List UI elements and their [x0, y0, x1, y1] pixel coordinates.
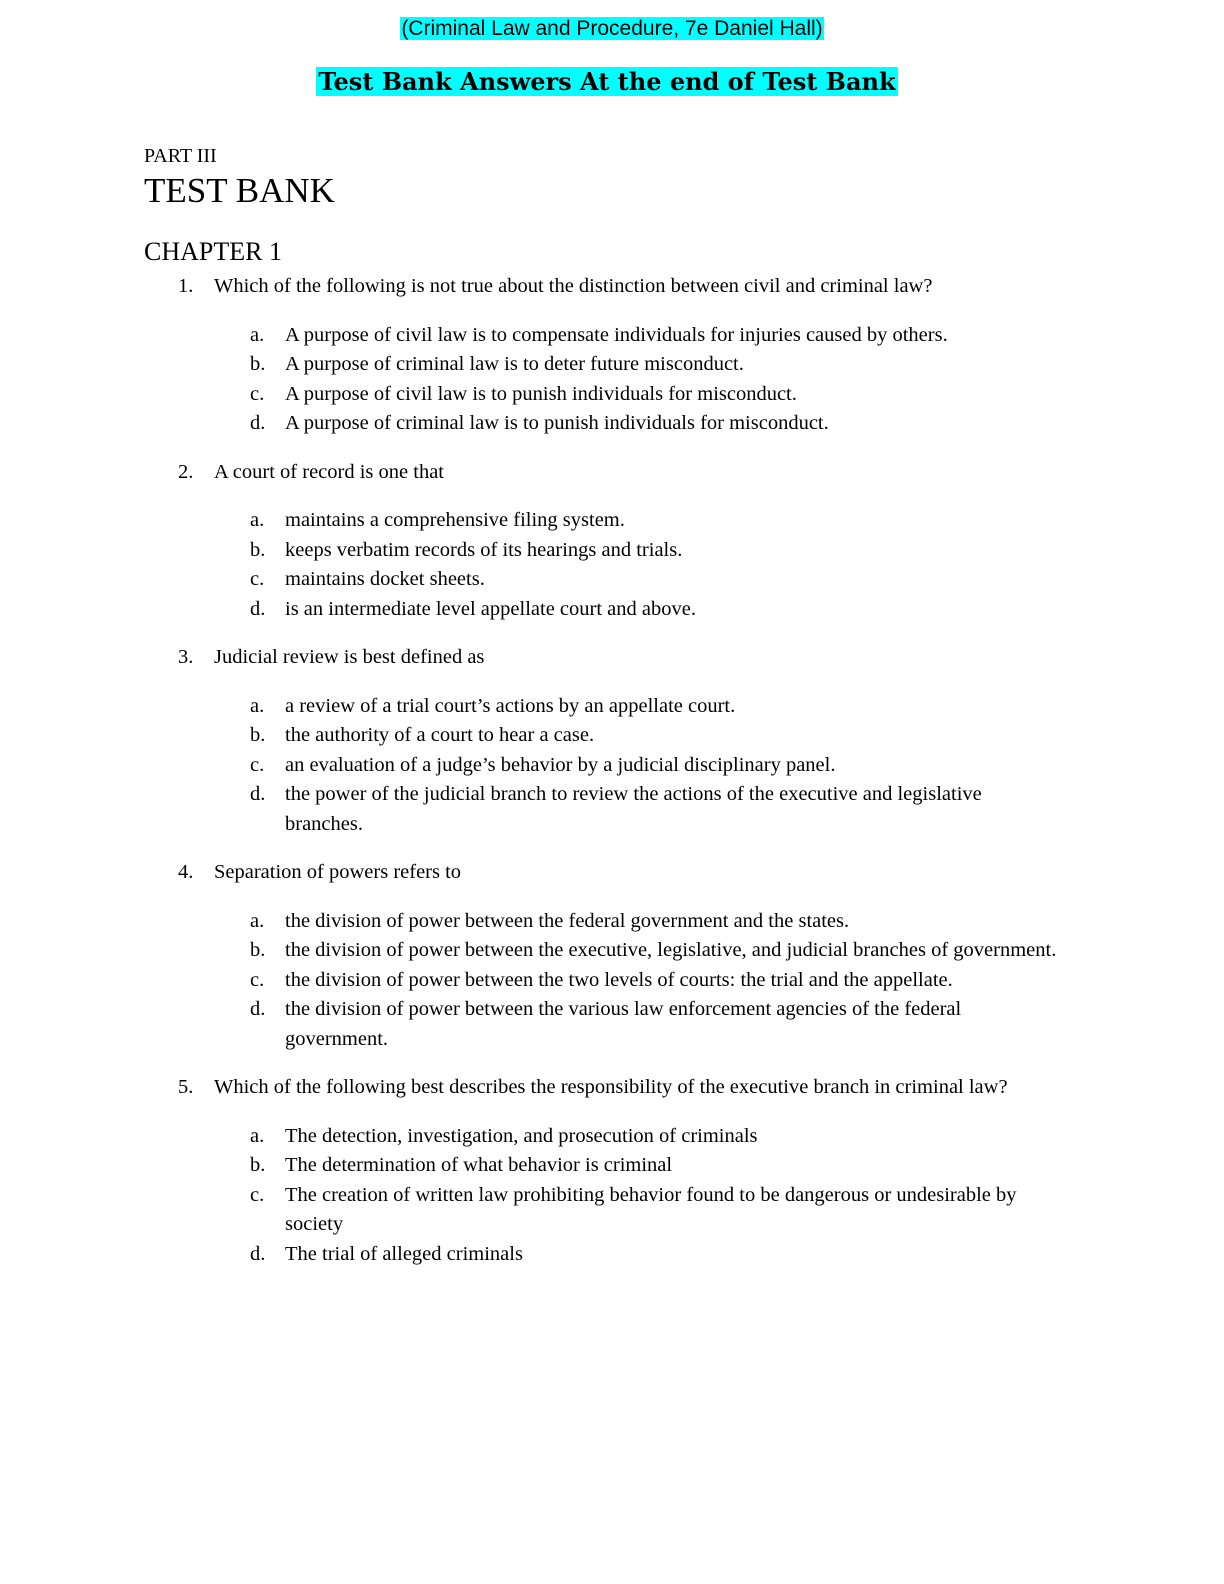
question-text: Which of the following best describes the responsibility of the executive branch in criminal law?: [214, 1076, 1008, 1098]
question-list: [178, 272, 1058, 1288]
option-letter: b.: [250, 538, 266, 561]
option-item: [250, 409, 1058, 439]
question-text: A court of record is one that: [214, 460, 444, 483]
question-number: 4.: [178, 861, 194, 883]
option-text: is an intermediate level appellate court and above.: [285, 597, 696, 620]
option-letter: d.: [250, 412, 266, 434]
option-text: maintains a comprehensive filing system.: [285, 509, 625, 531]
chapter-heading: CHAPTER 1: [144, 237, 282, 266]
option-letter: a.: [250, 509, 265, 531]
option-text: The determination of what behavior is criminal: [285, 1154, 673, 1176]
option-letter: d.: [250, 1242, 266, 1265]
question-item: [178, 272, 1058, 439]
option-text: The creation of written law prohibiting behavior found to be dangerous or undesirable by society: [285, 1183, 1017, 1235]
option-item: [250, 907, 1058, 937]
option-letter: b.: [250, 1154, 266, 1176]
question-text: Separation of powers refers to: [214, 861, 462, 883]
question-item: [178, 643, 1058, 839]
option-list: [178, 1122, 1058, 1270]
option-text: maintains docket sheets.: [285, 568, 485, 590]
option-text: the power of the judicial branch to review the actions of the executive and legislative branches.: [285, 783, 982, 835]
option-item: [250, 1181, 1058, 1240]
option-text: The trial of alleged criminals: [285, 1242, 523, 1265]
question-stem: [178, 272, 1058, 302]
option-item: [250, 1151, 1058, 1181]
option-text: the division of power between the executive, legislative, and judicial branches of government.: [285, 939, 1057, 961]
option-list: [178, 321, 1058, 439]
option-letter: c.: [250, 1183, 265, 1206]
question-number: 3.: [178, 646, 194, 668]
option-item: [250, 595, 1058, 625]
question-number: 2.: [178, 460, 194, 483]
option-item: [250, 721, 1058, 751]
question-number: 5.: [178, 1076, 194, 1098]
option-item: [250, 995, 1058, 1054]
question-text: Judicial review is best defined as: [214, 646, 485, 668]
option-letter: a.: [250, 694, 265, 717]
option-item: [250, 1122, 1058, 1152]
option-text: A purpose of criminal law is to punish individuals for misconduct.: [285, 412, 829, 434]
answers-note-banner: [0, 66, 1214, 98]
option-letter: b.: [250, 724, 266, 746]
option-item: [250, 565, 1058, 595]
option-letter: c.: [250, 568, 265, 590]
option-item: [250, 936, 1058, 966]
option-item: [250, 966, 1058, 996]
option-item: [250, 780, 1058, 839]
option-text: an evaluation of a judge’s behavior by a judicial disciplinary panel.: [285, 753, 836, 776]
question-text: Which of the following is not true about the distinction between civil and criminal law?: [214, 275, 933, 297]
option-text: the division of power between the various law enforcement agencies of the federal government.: [285, 998, 962, 1050]
option-item: [250, 350, 1058, 380]
question-item: [178, 458, 1058, 625]
book-citation-text: (Criminal Law and Procedure, 7e Daniel Hall): [401, 17, 823, 40]
option-letter: d.: [250, 998, 266, 1020]
option-item: [250, 692, 1058, 722]
question-item: [178, 858, 1058, 1054]
question-number: 1.: [178, 275, 194, 297]
option-text: A purpose of civil law is to punish individuals for misconduct.: [285, 382, 797, 405]
option-list: [178, 907, 1058, 1055]
option-item: [250, 321, 1058, 351]
question-stem: [178, 643, 1058, 673]
question-stem: [178, 858, 1058, 888]
option-list: [178, 692, 1058, 840]
option-text: A purpose of criminal law is to deter future misconduct.: [285, 353, 744, 375]
question-item: [178, 1073, 1058, 1269]
book-citation-banner: [0, 16, 1224, 42]
question-stem: [178, 458, 1058, 488]
option-text: A purpose of civil law is to compensate individuals for injuries caused by others.: [285, 323, 948, 346]
option-letter: b.: [250, 939, 266, 961]
option-letter: b.: [250, 353, 266, 375]
option-text: a review of a trial court’s actions by an appellate court.: [285, 694, 736, 717]
option-letter: c.: [250, 968, 265, 991]
answers-note-text: Test Bank Answers At the end of Test Bank: [318, 67, 896, 96]
option-letter: c.: [250, 382, 265, 405]
option-letter: d.: [250, 597, 266, 620]
option-letter: a.: [250, 1124, 265, 1147]
option-text: the division of power between the two levels of courts: the trial and the appellate.: [285, 968, 953, 991]
option-item: [250, 506, 1058, 536]
option-item: [250, 380, 1058, 410]
question-stem: [178, 1073, 1058, 1103]
page-title: TEST BANK: [144, 171, 335, 210]
option-letter: c.: [250, 753, 265, 776]
option-text: the division of power between the federal government and the states.: [285, 909, 850, 932]
option-text: the authority of a court to hear a case.: [285, 724, 595, 746]
option-item: [250, 751, 1058, 781]
option-letter: a.: [250, 323, 265, 346]
option-item: [250, 1240, 1058, 1270]
option-text: keeps verbatim records of its hearings and trials.: [285, 538, 683, 561]
option-list: [178, 506, 1058, 624]
part-label: PART III: [144, 145, 217, 167]
option-text: The detection, investigation, and prosecution of criminals: [285, 1124, 758, 1147]
option-letter: a.: [250, 909, 265, 932]
option-item: [250, 536, 1058, 566]
option-letter: d.: [250, 783, 266, 805]
